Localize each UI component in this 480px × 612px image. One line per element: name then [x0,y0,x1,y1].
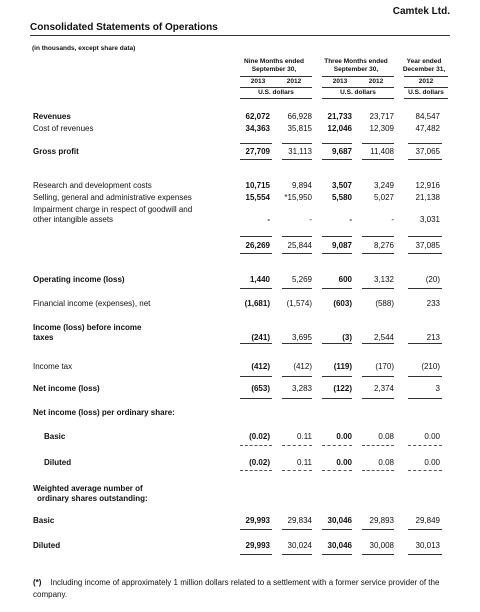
header-three-months-sub: September 30, [333,66,379,73]
row-value: 25,844 [287,241,312,250]
row-label-continued: other intangible assets [33,215,114,224]
row-value: (20) [425,275,440,284]
row-value: 9,087 [331,241,352,250]
row-value: 3 [435,384,440,393]
shares-rule [362,554,394,555]
per-share-rule [408,470,442,471]
row-value: 27,709 [245,147,270,156]
per-share-rule [322,470,352,471]
row-value: 37,065 [415,147,440,156]
header-nine-months-sub: September 30, [251,66,297,73]
row-value: 0.08 [378,458,394,467]
header-year-label: Year ended [406,58,442,65]
row-value: 0.11 [297,458,312,467]
row-label: Income (loss) before income [33,323,142,332]
row-value: 62,072 [245,112,270,121]
row-value: 10,715 [245,181,270,190]
row-value: 29,834 [287,516,312,525]
subtotal-rule [282,143,312,144]
rule-year-bottom [404,98,448,99]
row-label: Impairment charge in respect of goodwill and [33,205,193,214]
shares-rule [282,554,312,555]
row-value: 2,544 [373,333,394,342]
row-value: 3,031 [419,215,440,224]
subtotal-rule [282,288,312,289]
subtotal-rule [240,376,272,377]
row-value: - [267,215,270,224]
shares-rule [240,554,272,555]
per-share-rule [322,445,352,446]
row-value: 66,928 [287,112,312,121]
shares-rule [322,554,352,555]
subtotal-rule [408,343,442,344]
per-share-rule [408,445,442,446]
row-value: 9,687 [331,147,352,156]
total-rule [408,253,442,254]
subtotal-rule [408,143,442,144]
header-year [400,58,448,74]
row-value: 84,547 [415,112,440,121]
subtotal-rule [408,288,442,289]
row-value: 29,893 [369,516,394,525]
row-value: 23,717 [369,112,394,121]
total-rule [362,159,394,160]
row-value: 31,113 [288,147,312,156]
subtotal-rule [322,288,352,289]
header-three-2013: 2013 [332,78,348,85]
subtotal-rule [240,143,272,144]
header-nine-months-label: Nine Months ended [244,58,304,65]
row-value: 21,138 [415,193,440,202]
row-value: 0.11 [297,432,312,441]
row-value: (0.02) [249,432,270,441]
row-label: Weighted average number of [33,484,143,493]
row-value: 30,008 [369,541,394,550]
row-value: (588) [375,299,394,308]
row-value: - [309,215,312,224]
header-year-usd: U.S. dollars [408,89,444,96]
row-value: 34,363 [245,124,270,133]
row-value: 0.08 [378,432,394,441]
row-value: (3) [342,333,352,342]
row-value: 0.00 [336,458,352,467]
footnote [33,577,453,601]
row-value: 3,132 [373,275,394,284]
row-value: 213 [426,333,440,342]
subtotal-rule [408,236,442,237]
row-value: 0.00 [424,432,440,441]
row-value: 12,916 [415,181,440,190]
statement-subtitle: (in thousands, except share data) [32,45,136,52]
footnote-marker: (*) [33,578,42,587]
row-value: 30,024 [287,541,312,550]
per-share-rule [362,470,394,471]
subtotal-rule [282,236,312,237]
shares-rule [240,529,272,530]
row-label-continued: ordinary shares outstanding: [37,494,148,503]
row-value: 12,046 [327,124,352,133]
row-value: 600 [338,275,352,284]
row-label: Financial income (expenses), net [33,299,151,308]
row-value: (1,681) [244,299,270,308]
row-value: 0.00 [336,432,352,441]
row-value: 1,440 [249,275,270,284]
total-rule [282,253,312,254]
row-value: 3,507 [331,181,352,190]
row-value: 0.00 [424,458,440,467]
total-rule [408,398,442,399]
per-share-rule [362,445,394,446]
header-year-2012: 2012 [418,78,434,85]
rule-nine-mid [240,87,312,88]
per-share-rule [240,445,272,446]
total-rule [408,159,442,160]
subtotal-rule [322,236,352,237]
row-value: 5,027 [373,193,394,202]
footnote-text: Including income of approximately 1 million dollars related to a settlement with a former service provider of the company. [33,578,440,599]
rule-three-mid [322,87,394,88]
per-share-rule [282,470,312,471]
shares-rule [408,529,442,530]
total-rule [282,159,312,160]
row-value: - [349,215,352,224]
total-rule [322,159,352,160]
row-label: Income tax [33,362,73,371]
row-value: (603) [333,299,352,308]
company-name: Camtek Ltd. [392,6,450,17]
row-value: (412) [251,362,270,371]
row-label: Operating income (loss) [33,275,125,284]
total-rule [322,253,352,254]
row-value: 30,046 [327,541,352,550]
row-value: (170) [375,362,394,371]
statement-title: Consolidated Statements of Operations [30,22,218,33]
row-value: - [391,215,394,224]
total-rule [240,253,272,254]
title-rule [30,35,450,36]
row-value: *15,950 [284,193,312,202]
subtotal-rule [362,343,394,344]
row-label: Basic [44,432,66,441]
total-rule [282,398,312,399]
row-value: 3,249 [373,181,394,190]
row-value: 26,269 [245,241,270,250]
subtotal-rule [362,143,394,144]
row-value: 5,580 [331,193,352,202]
row-label-continued: taxes [33,333,54,342]
header-three-months [318,58,394,74]
row-value: 29,993 [245,516,270,525]
total-rule [240,398,272,399]
row-label: Basic [33,516,55,525]
rule-year-top [404,76,448,77]
header-three-months-label: Three Months ended [324,58,388,65]
row-value: (653) [251,384,270,393]
row-value: 30,046 [327,516,352,525]
header-nine-months [236,58,312,74]
header-nine-usd: U.S. dollars [258,89,294,96]
row-value: (1,574) [286,299,312,308]
rule-nine-bottom [240,98,312,99]
subtotal-rule [282,376,312,377]
subtotal-rule [282,343,312,344]
row-label: Diluted [33,541,61,550]
row-label: Net income (loss) [33,384,100,393]
shares-rule [362,529,394,530]
row-label: Selling, general and administrative expenses [33,193,192,202]
header-three-usd: U.S. dollars [340,89,376,96]
row-value: 15,554 [245,193,270,202]
row-value: 12,309 [369,124,394,133]
row-value: 2,374 [373,384,394,393]
row-value: 37,085 [415,241,440,250]
row-value: 21,733 [327,112,352,121]
subtotal-rule [362,376,394,377]
row-value: (412) [293,362,312,371]
row-value: 3,695 [291,333,312,342]
row-value: 35,815 [287,124,312,133]
row-value: 8,276 [373,241,394,250]
subtotal-rule [362,288,394,289]
header-nine-2012: 2012 [286,78,302,85]
rule-year-mid [404,87,448,88]
rule-nine-top [240,76,312,77]
row-label: Diluted [44,458,72,467]
row-label: Gross profit [33,147,79,156]
subtotal-rule [322,343,352,344]
row-value: (119) [333,362,352,371]
row-label: Cost of revenues [33,124,94,133]
row-value: 3,283 [291,384,312,393]
total-rule [362,253,394,254]
subtotal-rule [362,236,394,237]
total-rule [240,159,272,160]
row-value: 5,269 [291,275,312,284]
row-label: Net income (loss) per ordinary share: [33,408,175,417]
row-value: 233 [426,299,440,308]
row-value: 11,408 [370,147,394,156]
row-value: (122) [333,384,352,393]
row-value: (0.02) [249,458,270,467]
per-share-rule [282,445,312,446]
row-value: (210) [421,362,440,371]
row-value: 47,482 [415,124,440,133]
shares-rule [282,529,312,530]
row-value: (241) [251,333,270,342]
shares-rule [408,554,442,555]
subtotal-rule [322,143,352,144]
header-year-sub: December 31, [402,66,446,73]
row-label: Revenues [33,112,71,121]
row-value: 29,849 [415,516,440,525]
subtotal-rule [408,376,442,377]
header-three-2012: 2012 [368,78,384,85]
row-value: 9,894 [291,181,312,190]
row-label: Research and development costs [33,181,152,190]
row-value: 30,013 [415,541,440,550]
rule-three-top [322,76,394,77]
rule-three-bottom [322,98,394,99]
subtotal-rule [240,343,272,344]
shares-rule [322,529,352,530]
total-rule [322,398,352,399]
header-nine-2013: 2013 [250,78,266,85]
per-share-rule [240,470,272,471]
subtotal-rule [322,376,352,377]
subtotal-rule [240,288,272,289]
total-rule [362,398,394,399]
row-value: 29,993 [245,541,270,550]
subtotal-rule [240,236,272,237]
